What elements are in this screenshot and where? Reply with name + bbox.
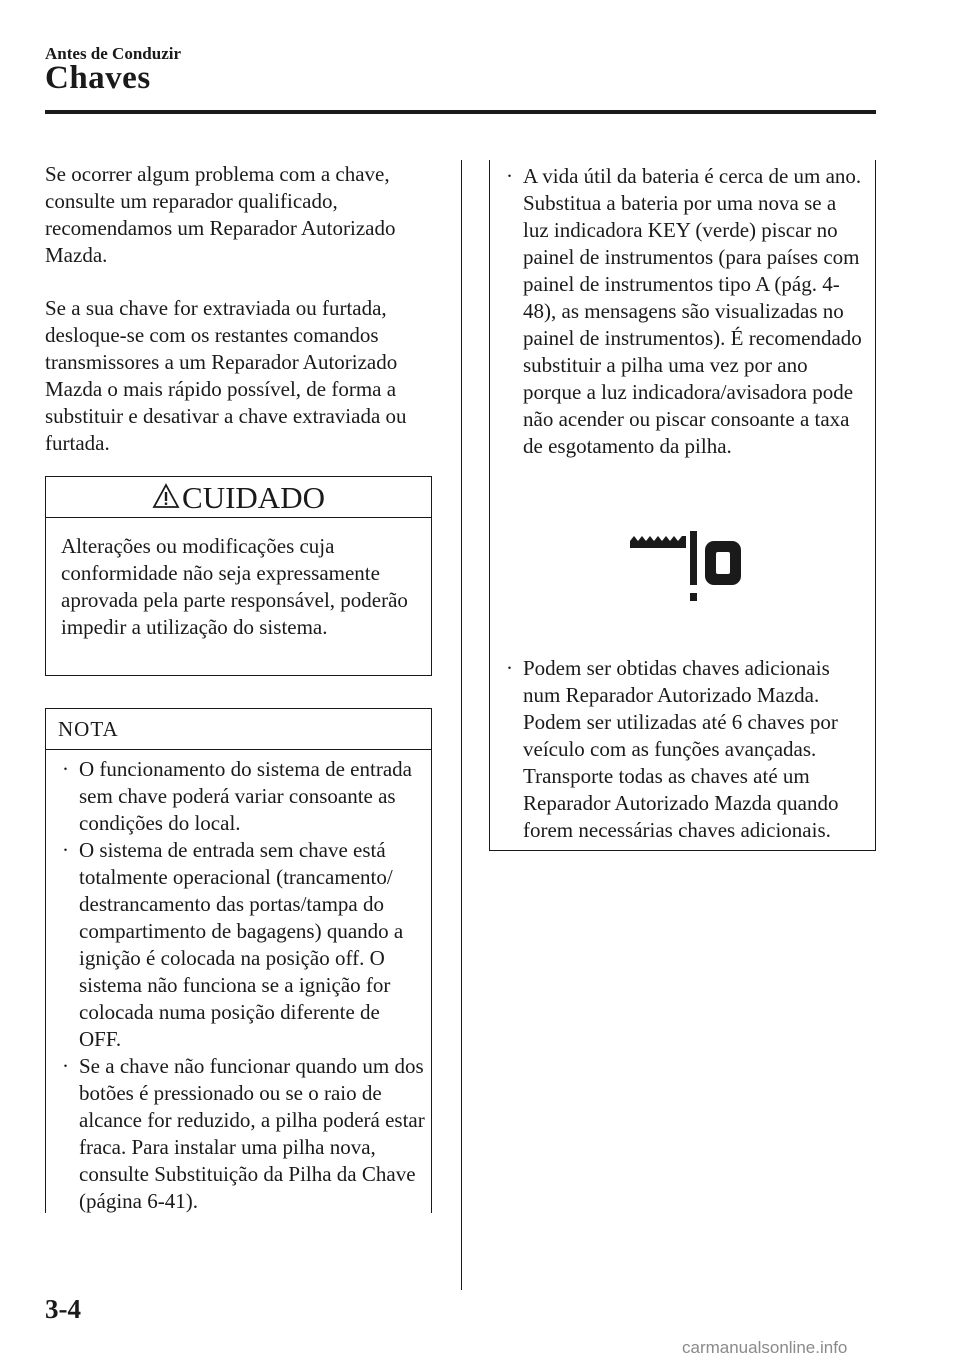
bullet-icon: ·: [506, 164, 513, 188]
note-item: [61, 756, 426, 837]
watermark: carmanualsonline.info: [682, 1338, 848, 1357]
note-header: NOTA: [46, 709, 431, 750]
title-rule: [45, 110, 876, 114]
note-box: [45, 708, 432, 1213]
note-item-text: Se a chave não funcionar quando um dos botões é pressionado ou se o raio de alcance for reduzido, a pilha poderá estar fraca. Para instalar uma pilha nova, consulte Substituição da Pilha da Chave (página 6-41).: [79, 1054, 425, 1213]
note-continued-list-bottom: [505, 655, 867, 844]
note-item-text: O funcionamento do sistema de entrada sem chave poderá variar consoante as condições do local.: [79, 757, 412, 835]
bullet-icon: ·: [506, 656, 513, 680]
note-item-text: O sistema de entrada sem chave está totalmente operacional (trancamento/ destrancamento das portas/tampa do compartimento de bagagens) quando a ignição é colocada na posição off. O sistema não funciona se a ignição for colocada numa posição diferente de OFF.: [79, 838, 404, 1051]
bullet-icon: ·: [62, 838, 69, 862]
paragraph-key-problem: Se ocorrer algum problema com a chave, consulte um reparador qualificado, recomendamos um Reparador Autorizado Mazda.: [45, 162, 396, 267]
page-number: 3-4: [45, 1294, 81, 1324]
page-title: Chaves: [45, 60, 151, 96]
note-item: [61, 837, 426, 1053]
note-continued-list-top: [505, 163, 867, 460]
caution-box: [45, 476, 432, 676]
bullet-icon: ·: [62, 757, 69, 781]
note-item: [61, 1053, 426, 1215]
note-list: [61, 756, 426, 1215]
bullet-icon: ·: [62, 1054, 69, 1078]
caution-title: CUIDADO: [182, 479, 325, 515]
caution-body: Alterações ou modificações cuja conformidade não seja expressamente aprovada pela parte responsável, poderão impedir a utilização do sistema.: [61, 534, 408, 639]
note-item: [505, 655, 867, 844]
section-label: Antes de Conduzir: [45, 44, 182, 63]
note-item-text: Podem ser obtidas chaves adicionais num Reparador Autorizado Mazda. Podem ser utilizadas até 6 chaves por veículo com as funções avançadas. Transporte todas as chaves até um Reparador Autorizado Mazda quando forem necessárias chaves adicionais.: [523, 656, 839, 842]
key-warning-icon: [630, 525, 746, 613]
warning-triangle-icon: [152, 483, 180, 509]
note-item-text: A vida útil da bateria é cerca de um ano. Substitua a bateria por uma nova se a luz indicadora KEY (verde) piscar no painel de instrumentos (para países com painel de instrumentos tipo A (pág. 4-48), as mensagens são visualizadas no painel de instrumentos). É recomendado substituir a pilha uma vez por ano porque a luz indicadora/avisadora pode não acender ou piscar consoante a taxa de esgotamento da pilha.: [523, 164, 862, 458]
column-divider: [461, 160, 462, 1290]
note-item: [505, 163, 867, 460]
paragraph-key-lost: Se a sua chave for extraviada ou furtada, desloque-se com os restantes comandos transmissores a um Reparador Autorizado Mazda o mais rápido possível, de forma a substituir e desativar a chave extraviada ou furtada.: [45, 296, 407, 455]
caution-header: [46, 477, 431, 518]
note-continued-box: [489, 160, 876, 851]
